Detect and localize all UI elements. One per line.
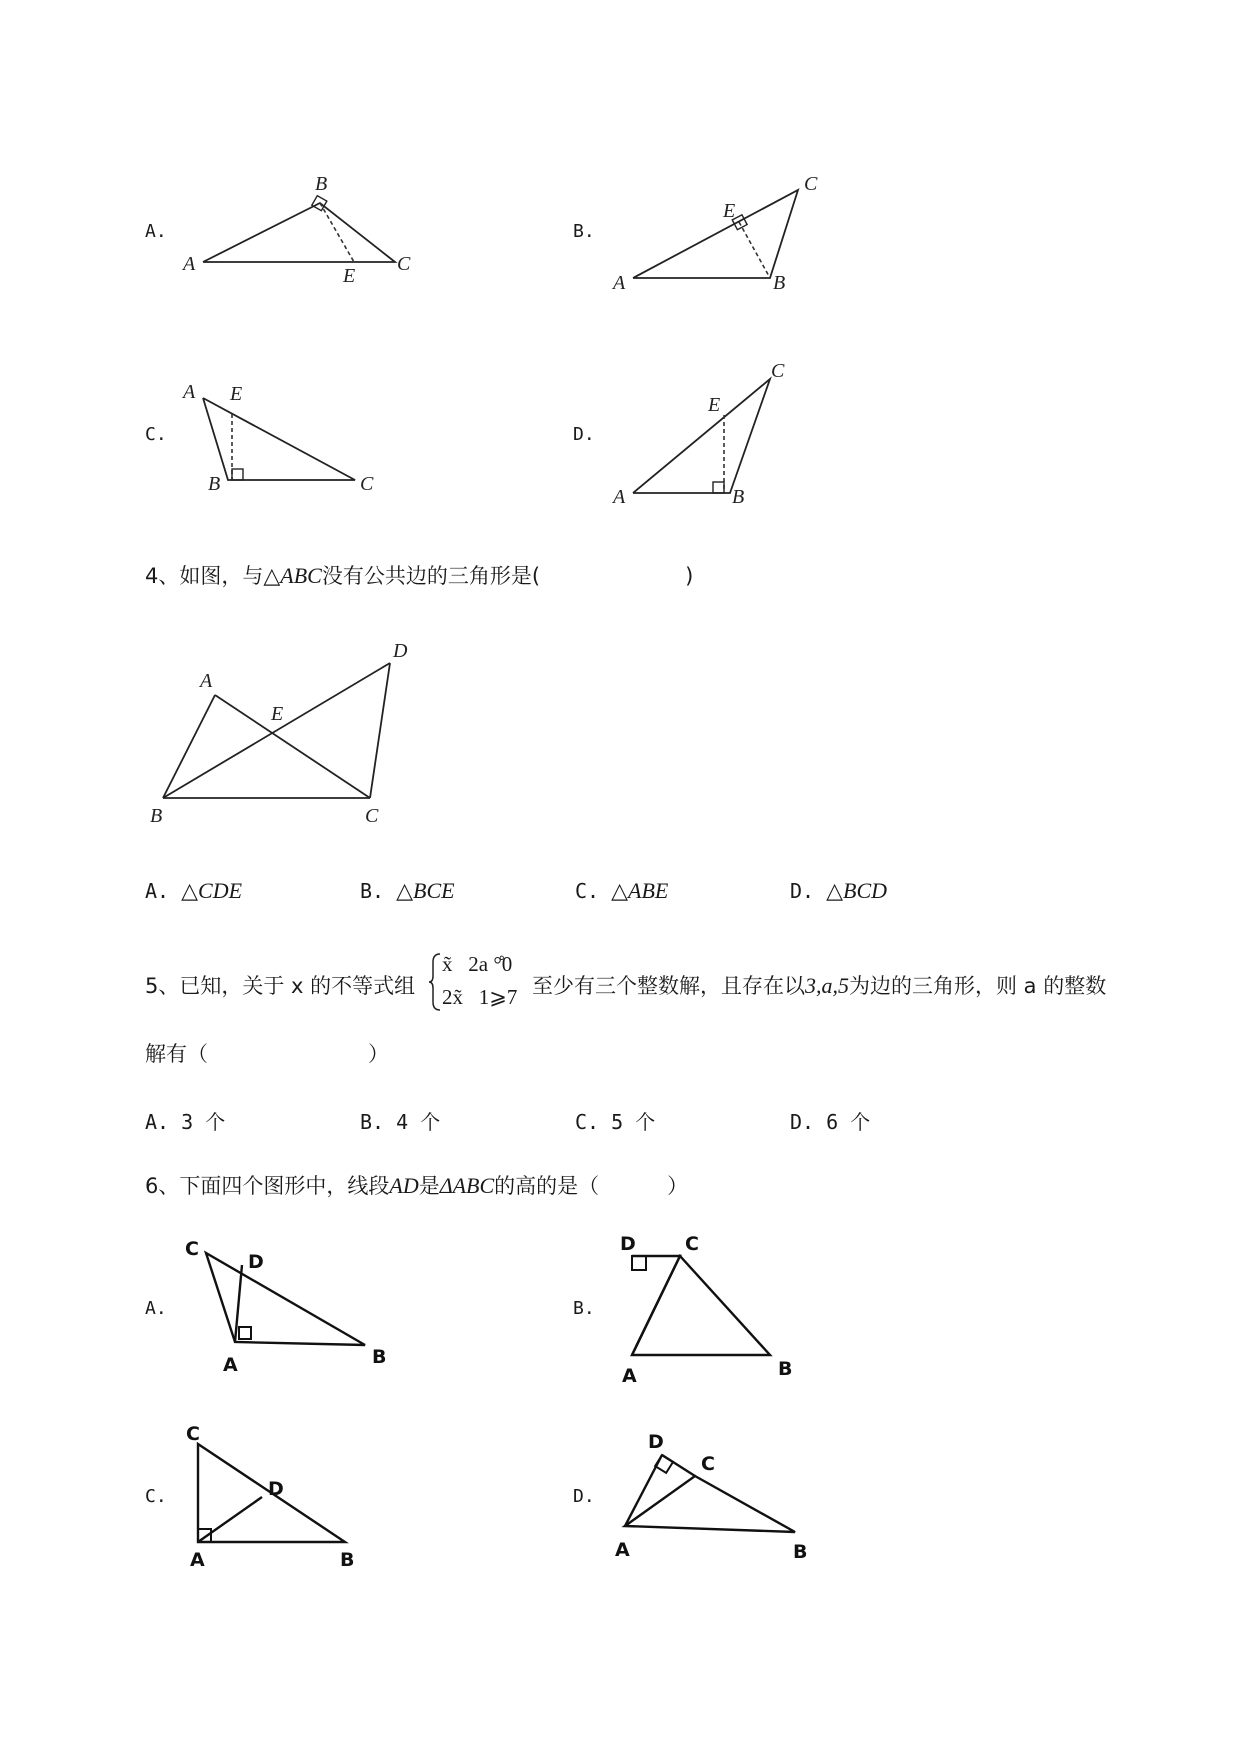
q6-b-label-b: B — [778, 1358, 793, 1380]
q6-c-label-b: B — [340, 1549, 355, 1570]
q3-option-c-letter: C. — [145, 424, 167, 445]
q4-stem-triangle: △ABC — [263, 563, 322, 588]
q5-stem-close: ） — [368, 1042, 389, 1066]
q4-option-c: C. △ABE — [575, 878, 669, 903]
q5-option-d-text: 6 个 — [826, 1110, 871, 1134]
q5-option-c-text: 5 个 — [611, 1110, 656, 1134]
q6-b-label-c: C — [685, 1233, 699, 1255]
q5-stem-suffix: 为边的三角形，则 a 的整数 — [849, 974, 1107, 998]
q6-option-a-figure — [180, 1235, 400, 1385]
q5-option-a-text: 3 个 — [181, 1110, 226, 1134]
q4-option-a: A. △CDE — [145, 878, 243, 903]
q6-option-d-figure — [610, 1420, 830, 1570]
q6-option-c-figure — [180, 1420, 380, 1570]
q6-option-a-letter: A. — [145, 1298, 167, 1319]
q3-c-label-e: E — [230, 383, 243, 405]
q3-option-a-letter: A. — [145, 221, 167, 242]
q5-stem-line2: 解有（ ） — [145, 1042, 389, 1066]
q5-stem-prefix: 5、已知，关于 x 的不等式组 — [145, 974, 416, 998]
q6-c-label-d: D — [268, 1478, 284, 1500]
q6-a-label-a: A — [223, 1354, 238, 1376]
q3-c-label-a: A — [183, 381, 196, 403]
q4-option-b: B. △BCE — [360, 878, 455, 903]
q3-option-c-figure — [180, 380, 400, 500]
q4-label-e: E — [271, 703, 284, 725]
q5-option-b-text: 4 个 — [396, 1110, 441, 1134]
q3-a-label-b: B — [315, 173, 328, 195]
q3-option-d-letter: D. — [573, 424, 595, 445]
q6-d-label-a: A — [615, 1539, 630, 1561]
q6-option-d-letter: D. — [573, 1486, 595, 1507]
q4-option-d-text: △BCD — [826, 878, 888, 903]
q5-stem-rest — [532, 970, 1106, 1000]
q3-d-label-e: E — [708, 394, 721, 416]
q5-system-line1: x̃ 2a °̊0 — [442, 952, 513, 976]
q3-a-label-e: E — [343, 265, 356, 287]
q6-b-label-d: D — [620, 1233, 636, 1255]
q3-d-label-a: A — [613, 486, 626, 508]
q4-stem-close: ) — [685, 564, 694, 588]
q5-option-b: B. 4 个 — [360, 1110, 441, 1134]
q3-c-label-b: B — [208, 473, 221, 495]
q5-brace-icon — [428, 952, 442, 1012]
q4-stem-prefix: 4、如图，与 — [145, 564, 264, 588]
q3-d-label-b: B — [732, 486, 745, 508]
q3-option-d-figure — [610, 355, 810, 515]
q4-figure — [145, 635, 435, 835]
q3-option-a-figure — [180, 168, 420, 288]
q6-a-label-c: C — [185, 1238, 199, 1260]
q6-a-label-d: D — [248, 1251, 264, 1273]
q6-a-label-b: B — [372, 1346, 387, 1368]
q4-stem-suffix: 没有公共边的三角形是( — [321, 564, 541, 588]
q3-a-label-c: C — [397, 253, 411, 275]
q4-label-d: D — [393, 640, 408, 662]
q5-option-a: A. 3 个 — [145, 1110, 226, 1134]
q6-b-label-a: A — [622, 1365, 637, 1387]
q3-b-label-c: C — [804, 173, 818, 195]
q4-option-a-text: △CDE — [181, 878, 243, 903]
q6-d-label-d: D — [648, 1431, 664, 1453]
q4-label-a: A — [200, 670, 213, 692]
q6-d-label-b: B — [793, 1541, 808, 1563]
q6-triangle: ΔABC — [439, 1173, 495, 1198]
q4-label-c: C — [365, 805, 379, 827]
q3-b-label-b: B — [773, 272, 786, 294]
q6-stem: 6、下面四个图形中，线段AD是ΔABC的高的是（ ） — [145, 1173, 689, 1198]
q3-a-label-a: A — [183, 253, 196, 275]
q4-option-c-text: △ABE — [611, 878, 669, 903]
q5-system-line2: 2x̃ 1⩾7 — [442, 985, 518, 1009]
q4-label-b: B — [150, 805, 163, 827]
q3-c-label-c: C — [360, 473, 374, 495]
q3-b-label-e: E — [723, 200, 736, 222]
q5-option-d: D. 6 个 — [790, 1110, 871, 1134]
q6-stem-close: ） — [667, 1174, 689, 1198]
q3-option-b-figure — [610, 168, 850, 298]
q6-c-label-a: A — [190, 1549, 205, 1570]
q3-d-label-c: C — [771, 360, 785, 382]
q6-d-label-c: C — [701, 1453, 715, 1475]
q6-option-b-figure — [610, 1228, 830, 1388]
q4-option-d: D. △BCD — [790, 878, 888, 903]
q6-option-c-letter: C. — [145, 1486, 167, 1507]
q3-option-b-letter: B. — [573, 221, 595, 242]
q6-c-label-c: C — [186, 1423, 200, 1445]
q3-b-label-a: A — [613, 272, 626, 294]
q5-sides: 3,a,5 — [805, 973, 849, 998]
q6-option-b-letter: B. — [573, 1298, 595, 1319]
q4-stem — [145, 560, 693, 590]
q4-option-b-text: △BCE — [396, 878, 455, 903]
q5-option-c: C. 5 个 — [575, 1110, 656, 1134]
q5-stem-middle: 至少有三个整数解，且存在以 — [532, 974, 805, 998]
q6-segment: AD — [389, 1173, 419, 1198]
